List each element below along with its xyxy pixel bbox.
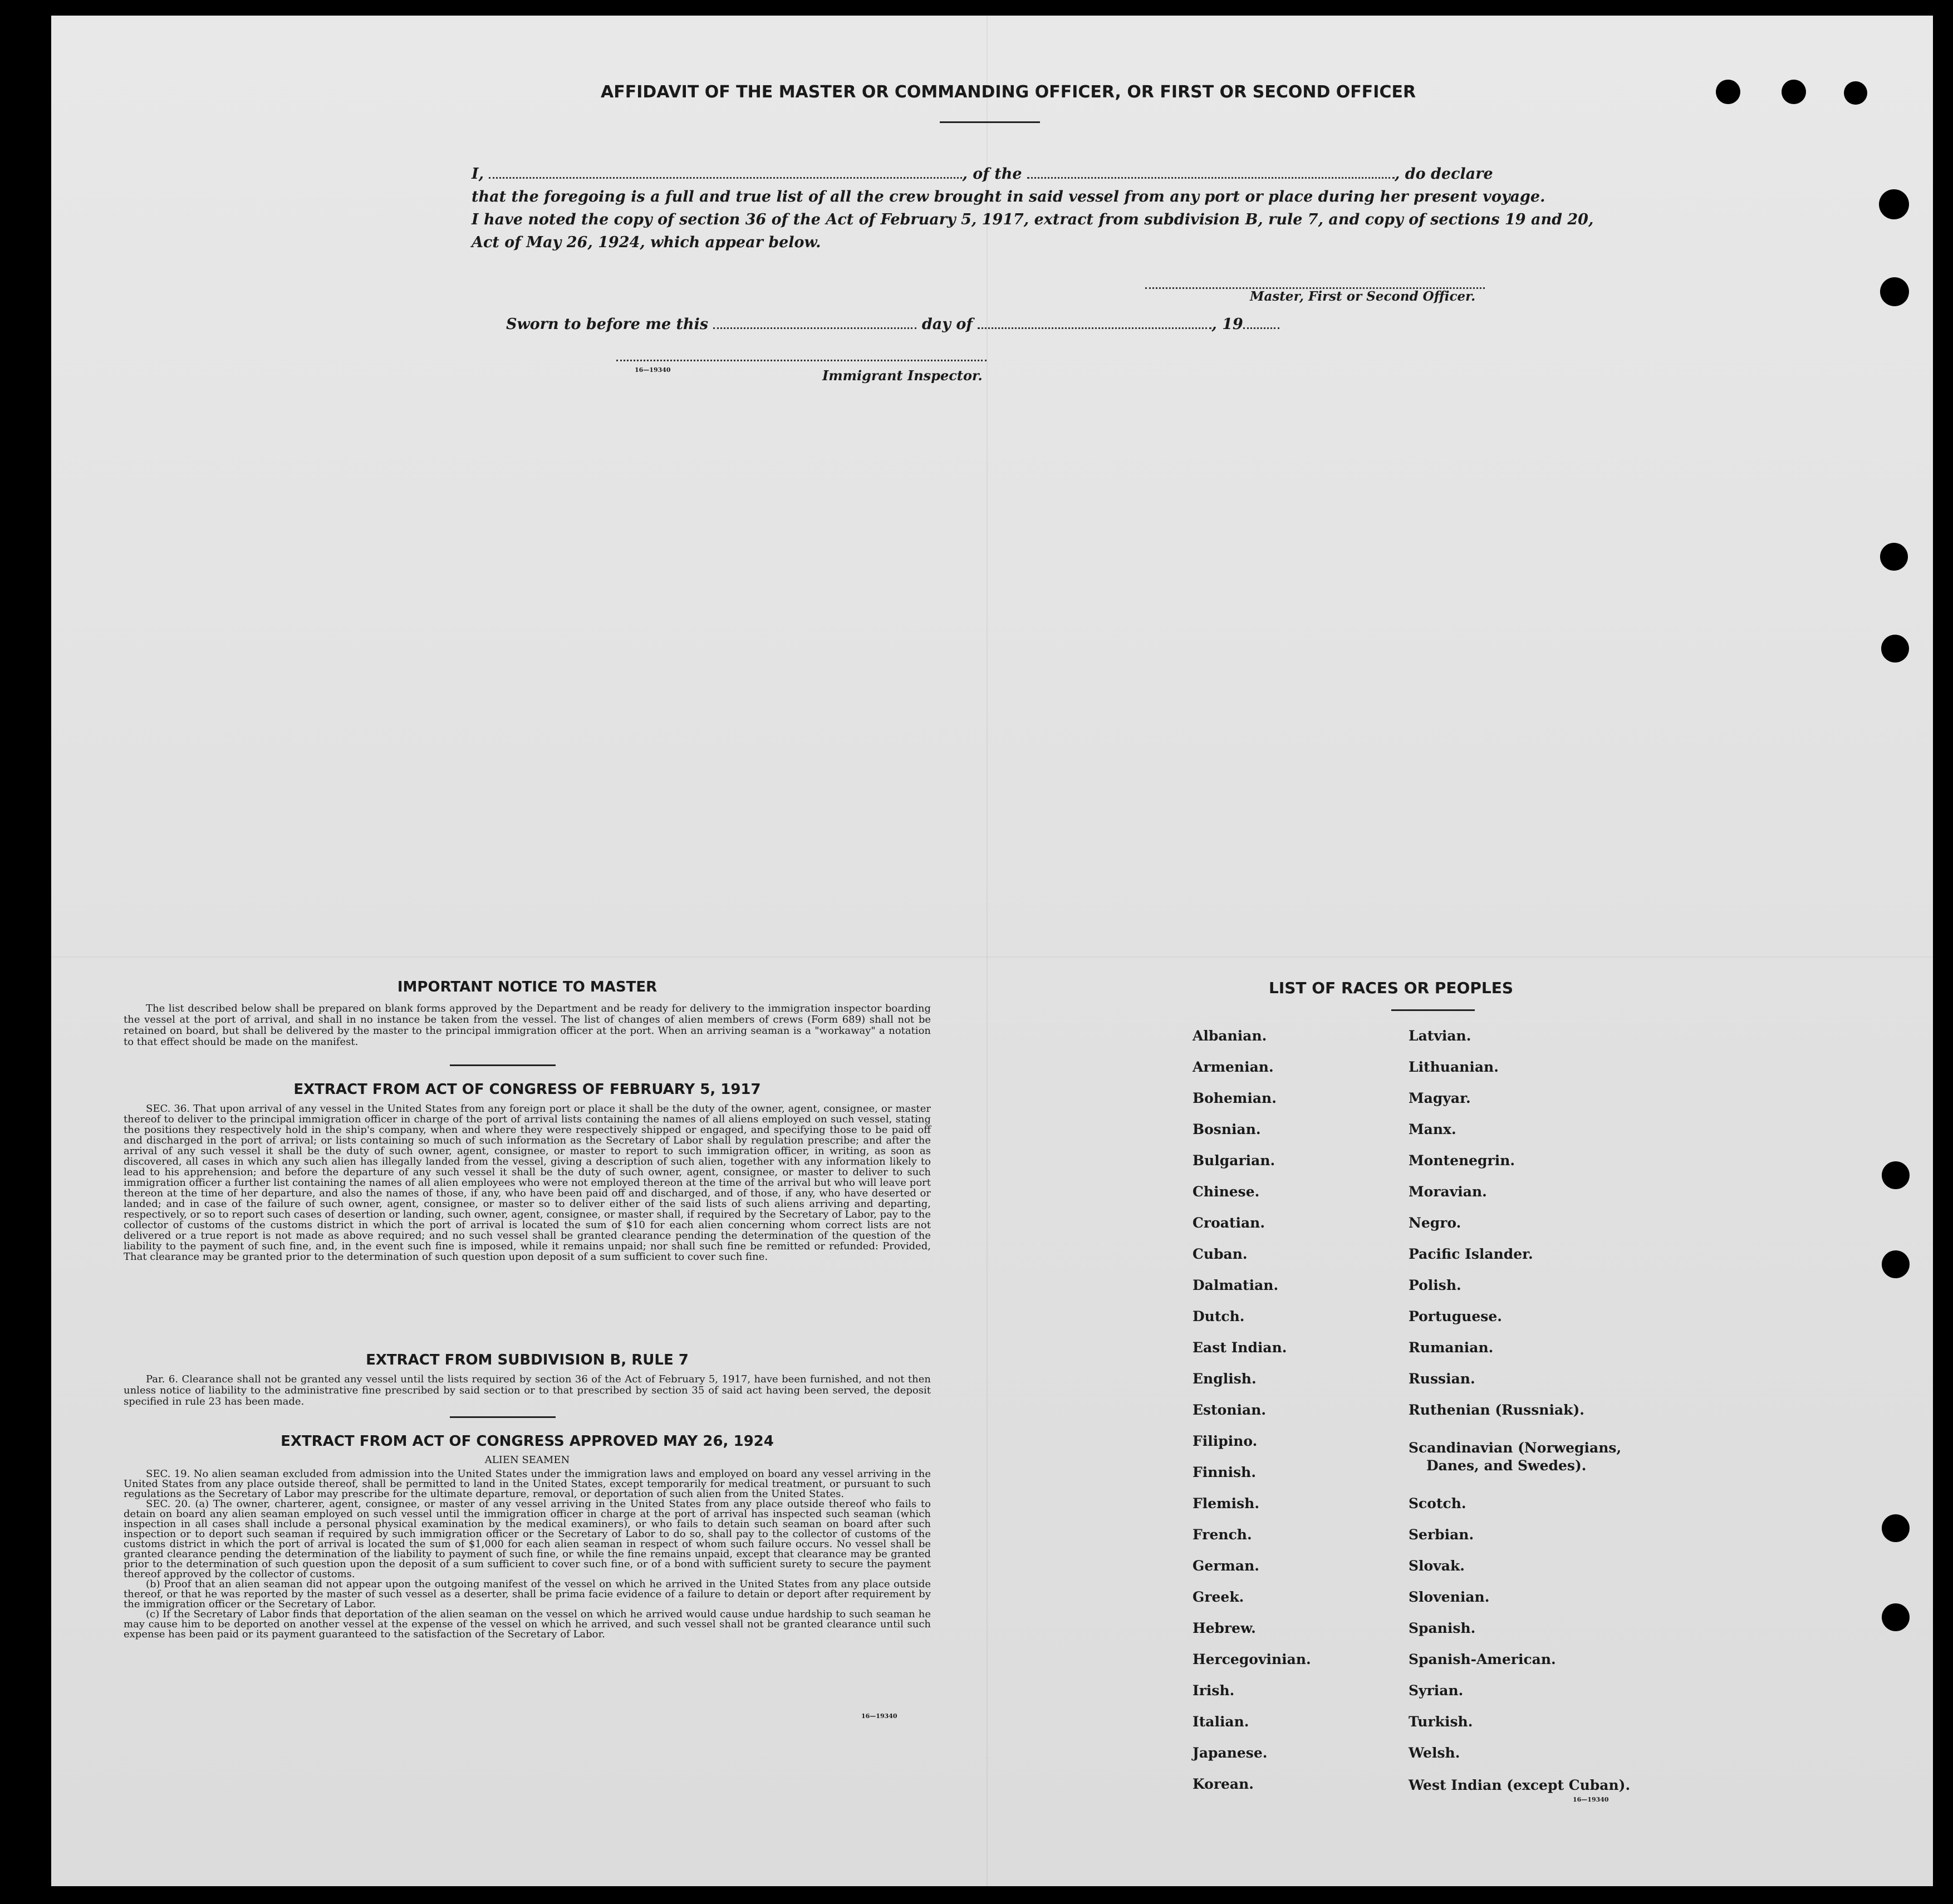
race-col1-11: English. xyxy=(1193,1371,1257,1387)
notice-section xyxy=(124,979,931,1048)
race-col2-6: Negro. xyxy=(1409,1215,1461,1231)
inspector-label: Immigrant Inspector. xyxy=(822,367,983,384)
race-col2-21: Syrian. xyxy=(1409,1682,1464,1699)
sec20a-text: SEC. 20. (a) The owner, charterer, agent, consignee, or master of any vessel arriving in the United States from any place outside thereof who fails to detain on board any alien seaman employed on such vessel until the immigration officer in charge at the port of arrival has inspected such seaman (which inspection in all cases shall include a personal physical examination by the medical examiners), or who fails to detain such seaman on board after such inspection or to deport such seaman if required by such immigration officer or the Secretary of Labor to do so, shall pay to the collector of customs of the customs district in which the port of arrival is located the sum of $1,000 for each alien seaman in respect of whom such failure occurs. No vessel shall be granted clearance pending the determination of the liability to payment of such fine, or while the fine remains unpaid, except that clearance may be granted prior to the determination of such question upon the deposit of a sum sufficient to cover such fine, or of a bond with sufficient surety to secure the payment thereof approved by the collector of customs. xyxy=(124,1498,931,1580)
sworn-line xyxy=(506,313,1279,336)
document-page xyxy=(51,16,1933,1886)
race-col2-3: Manx. xyxy=(1409,1121,1456,1137)
sec19-text: SEC. 19. No alien seaman excluded from admission into the United States under the immigration laws and employed on board any vessel arriving in the United States from any place outside thereof, shall be permitted to land in the United States, except temporarily for medical treatment, or pursuant to such regulations as the Secretary of Labor may prescribe for the ultimate departure, removal, or deportation of such alien from the United States. xyxy=(124,1468,931,1500)
race-col1-14: Finnish. xyxy=(1193,1464,1257,1480)
affidavit-line1-b: , of the xyxy=(962,165,1022,183)
divider-1 xyxy=(450,1064,556,1066)
race-col2-18: Slovenian. xyxy=(1409,1589,1490,1605)
fold-line-vertical xyxy=(987,16,988,1886)
sec20b-text: (b) Proof that an alien seaman did not appear upon the outgoing manifest of the vessel on which he arrived in the United States from any place outside thereof, or that he was reported by the master of such vessel as a deserter, shall be prima facie evidence of a failure to detain or deport after requirement by the immigration officer or the Secretary of Labor. xyxy=(124,1578,931,1610)
race-col1-8: Dalmatian. xyxy=(1193,1277,1279,1293)
fold-line-horizontal xyxy=(51,956,1933,958)
affidavit-line1-c: , do declare xyxy=(1394,165,1493,183)
race-col2-7: Pacific Islander. xyxy=(1409,1246,1533,1262)
race-col2-10: Rumanian. xyxy=(1409,1339,1494,1356)
race-col2-15: Scotch. xyxy=(1409,1495,1466,1512)
race-col2-14: Danes, and Swedes). xyxy=(1426,1458,1587,1474)
punch-hole-icon xyxy=(1782,80,1806,104)
race-col2-4: Montenegrin. xyxy=(1409,1152,1515,1169)
punch-hole-icon xyxy=(1882,1603,1910,1631)
race-col2-9: Portuguese. xyxy=(1409,1308,1502,1324)
race-col1-24: Korean. xyxy=(1193,1776,1254,1792)
punch-hole-icon xyxy=(1879,189,1909,219)
sworn-c: , 19 xyxy=(1211,316,1243,333)
extract-1924-section xyxy=(124,1433,931,1640)
extract-1917-title: EXTRACT FROM ACT OF CONGRESS OF FEBRUARY 5, 1917 xyxy=(293,1081,761,1098)
punch-hole-icon xyxy=(1880,277,1909,306)
races-form-number: 16—19340 xyxy=(1573,1796,1609,1803)
race-col1-12: Estonian. xyxy=(1193,1402,1267,1418)
extract-1924-subtitle: ALIEN SEAMEN xyxy=(484,1454,570,1466)
race-col2-22: Turkish. xyxy=(1409,1714,1473,1730)
race-col2-23: Welsh. xyxy=(1409,1745,1460,1761)
race-col1-17: German. xyxy=(1193,1558,1259,1574)
punch-hole-icon xyxy=(1882,1161,1910,1189)
inspector-signature-blank xyxy=(616,360,987,361)
affidavit-line4: Act of May 26, 1924, which appear below. xyxy=(472,234,821,251)
sec20c-text: (c) If the Secretary of Labor finds that deportation of the alien seaman on the vessel on which he arrived would cause undue hardship to such seaman he may cause him to be deported on another vessel at the expense of the vessel on which he arrived, and such vessel shall not be granted clearance until such expense has been paid or its payment guaranteed to the satisfaction of the Secretary of Labor. xyxy=(124,1608,931,1640)
race-col2-8: Polish. xyxy=(1409,1277,1461,1293)
race-col1-9: Dutch. xyxy=(1193,1308,1245,1324)
month-blank xyxy=(978,322,1211,329)
punch-hole-icon xyxy=(1881,635,1909,663)
punch-hole-icon xyxy=(1844,81,1867,105)
name-blank xyxy=(489,171,962,179)
punch-hole-icon xyxy=(1716,80,1740,104)
race-col2-1: Lithuanian. xyxy=(1409,1059,1499,1075)
extract-rule7-title: EXTRACT FROM SUBDIVISION B, RULE 7 xyxy=(366,1352,689,1368)
race-col1-2: Bohemian. xyxy=(1193,1090,1277,1106)
punch-hole-icon xyxy=(1882,1514,1910,1542)
race-col1-15: Flemish. xyxy=(1193,1495,1260,1512)
races-title-rule xyxy=(1391,1009,1475,1011)
punch-hole-icon xyxy=(1880,543,1908,571)
affidavit-line3: I have noted the copy of section 36 of the Act of February 5, 1917, extract from subdivision B, rule 7, and copy of sections 19 and 20, xyxy=(472,211,1594,228)
race-col2-12: Ruthenian (Russniak). xyxy=(1409,1402,1584,1418)
race-col1-18: Greek. xyxy=(1193,1589,1244,1605)
race-col1-20: Hercegovinian. xyxy=(1193,1651,1311,1667)
race-col2-19: Spanish. xyxy=(1409,1620,1476,1636)
affidavit-line1 xyxy=(472,163,1493,185)
vessel-blank xyxy=(1027,171,1395,179)
punch-hole-icon xyxy=(1882,1250,1910,1278)
affidavit-line1-a: I, xyxy=(472,165,484,183)
day-blank xyxy=(713,322,916,329)
extract-form-number: 16—19340 xyxy=(861,1712,897,1720)
race-col2-11: Russian. xyxy=(1409,1371,1475,1387)
race-col1-23: Japanese. xyxy=(1193,1745,1268,1761)
race-col2-17: Slovak. xyxy=(1409,1558,1465,1574)
notice-title: IMPORTANT NOTICE TO MASTER xyxy=(397,979,657,995)
race-col1-16: French. xyxy=(1193,1527,1252,1543)
year-blank xyxy=(1243,322,1279,329)
race-col2-2: Magyar. xyxy=(1409,1090,1471,1106)
signature-label: Master, First or Second Officer. xyxy=(1250,289,1476,304)
race-col2-0: Latvian. xyxy=(1409,1028,1471,1044)
race-col1-0: Albanian. xyxy=(1193,1028,1267,1044)
sworn-b: day of xyxy=(921,316,973,333)
divider-2 xyxy=(450,1416,556,1418)
race-col2-5: Moravian. xyxy=(1409,1184,1487,1200)
affidavit-form-number: 16—19340 xyxy=(635,366,671,374)
races-title: LIST OF RACES OR PEOPLES xyxy=(1269,979,1513,997)
race-col1-7: Cuban. xyxy=(1193,1246,1248,1262)
affidavit-line2: that the foregoing is a full and true list of all the crew brought in said vessel from any port or place during her present voyage. xyxy=(472,188,1545,205)
sworn-a: Sworn to before me this xyxy=(506,316,709,333)
race-col1-4: Bulgarian. xyxy=(1193,1152,1275,1169)
race-col2-13: Scandinavian (Norwegians, xyxy=(1409,1440,1622,1456)
race-col1-10: East Indian. xyxy=(1193,1339,1287,1356)
affidavit-title: AFFIDAVIT OF THE MASTER OR COMMANDING OFFICER, OR FIRST OR SECOND OFFICER xyxy=(601,82,1416,102)
notice-text: The list described below shall be prepared on blank forms approved by the Department and be ready for delivery to the immigration inspector boarding the vessel at the port of arrival, and shall in no instance be taken from the vessel. The list of changes of alien members of crews (Form 689) shall not be retained on board, but shall be delivered by the master to the principal immigration officer at the port. When an arriving seaman is a "workaway" a notation to that effect should be made on the manifest. xyxy=(124,1003,931,1048)
race-col1-3: Bosnian. xyxy=(1193,1121,1261,1137)
race-col1-5: Chinese. xyxy=(1193,1184,1260,1200)
extract-1924-title: EXTRACT FROM ACT OF CONGRESS APPROVED MAY 26, 1924 xyxy=(281,1433,774,1450)
extract-rule7-text: Par. 6. Clearance shall not be granted any vessel until the lists required by section 36 of the Act of February 5, 1917, have been furnished, and not then unless notice of liability to the administrative fine prescribed by said section or to that prescribed by section 35 of said act having been served, the deposit specified in rule 23 has been made. xyxy=(124,1373,931,1407)
extract-rule7-section xyxy=(124,1352,931,1407)
race-col2-16: Serbian. xyxy=(1409,1527,1474,1543)
race-col1-13: Filipino. xyxy=(1193,1433,1258,1449)
race-col1-6: Croatian. xyxy=(1193,1215,1265,1231)
race-col1-19: Hebrew. xyxy=(1193,1620,1256,1636)
extract-1917-section xyxy=(124,1081,931,1262)
race-col2-24: West Indian (except Cuban). xyxy=(1409,1777,1631,1793)
race-col2-20: Spanish-American. xyxy=(1409,1651,1556,1667)
affidavit-title-rule xyxy=(940,121,1040,123)
extract-1917-text: SEC. 36. That upon arrival of any vessel in the United States from any foreign port or place it shall be the duty of the owner, agent, consignee, or master thereof to deliver to the principal immigration officer in charge of the port of arrival lists containing the names of all aliens employed on such vessel, stating the positions they respectively hold in the ship's company, when and where they were respectively shipped or engaged, and specifying those to be paid off and discharged in the port of arrival; or lists containing so much of such information as the Secretary of Labor shall by regulation prescribe; and after the arrival of any such vessel it shall be the duty of such owner, agent, consignee, or master to report to such immigration officer, in writing, as soon as discovered, all cases in which any such alien has illegally landed from the vessel, giving a description of such alien, together with any information likely to lead to his apprehension; and before the departure of any such vessel it shall be the duty of such owner, agent, consignee, or master to deliver to such immigration officer a further list containing the names of all alien employees who were not employed thereon at the time of the arrival but who will leave port thereon at the time of her departure, and also the names of those, if any, who have been paid off and discharged, and of those, if any, who have deserted or landed; and in case of the failure of such owner, agent, consignee, or master so to deliver either of the said lists of such aliens arriving and departing, respectively, or so to report such cases of desertion or landing, such owner, agent, consignee, or master shall, if required by the Secretary of Labor, pay to the collector of customs of the customs district in which the port of arrival is located the sum of $10 for each alien concerning whom correct lists are not delivered or a true report is not made as above required; and no such vessel shall be granted clearance pending the determination of the question of the liability to the payment of such fine, and, in the event such fine is imposed, while it remains unpaid; nor shall such fine be remitted or refunded: Provided, That clearance may be granted prior to the determination of such question upon deposit of a sum sufficient to cover such fine. xyxy=(124,1103,931,1263)
race-col1-1: Armenian. xyxy=(1193,1059,1274,1075)
race-col1-21: Irish. xyxy=(1193,1682,1235,1699)
race-col1-22: Italian. xyxy=(1193,1714,1249,1730)
